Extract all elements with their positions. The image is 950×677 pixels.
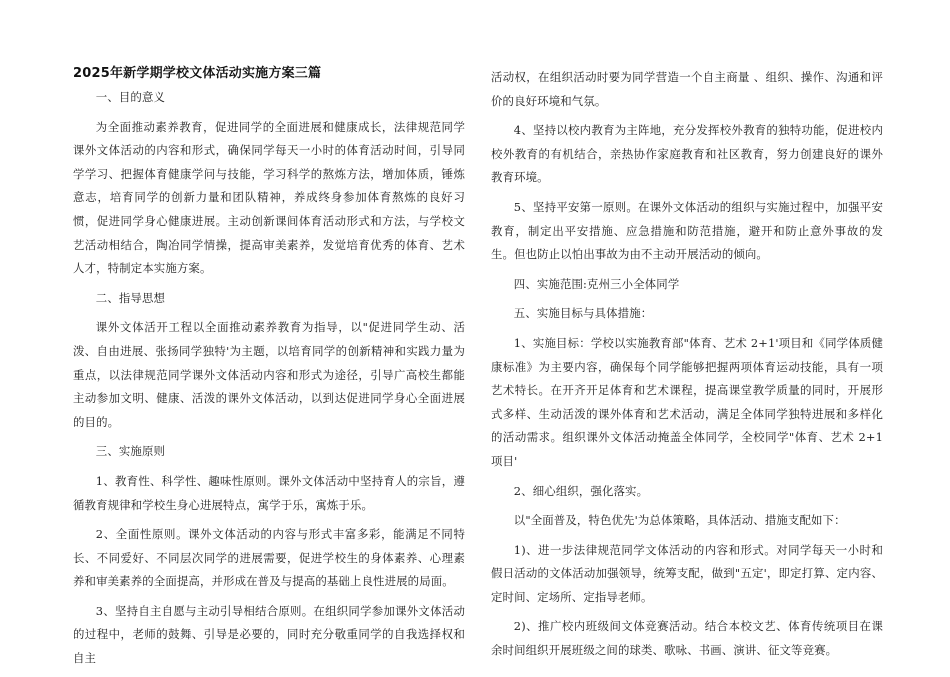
paragraph-measure-1: 1)、进一步法律规范同学文体活动的内容和形式。对同学每天一小时和假日活动的文体活动加强领导，统筹支配，做到"五定'，即定打算、定内容、定时间、定场所、定指导老师。 — [491, 542, 883, 604]
paragraph-strategy: 以"全面普及，特色优先'为总体策略，具体活动、措施支配如下： — [513, 513, 846, 528]
paragraph-purpose: 为全面推动素养教育，促进同学的全面进展和健康成长，法律规范同学课外文体活动的内容和形式，确保同学每天一小时的体育活动时间，引导同学学习、把握体育健康学问与技能，学习科学的熬炼方法，增加体质，锤炼意志，培育同学的创新力量和团队精神，养成终身参加体育熬炼的良好习惯，促进同学身心健康进展。主动创新课间体育活动形式和方法，与学校文艺活动相结合，陶冶同学情操，提高审美素养，发觉培育优秀的体育、艺术人才，特制定本实施方案。 — [73, 119, 465, 276]
paragraph-principle-5: 5、坚持平安第一原则。在课外文体活动的组织与实施过程中，加强平安教育，制定出平安措施、应急措施和防范措施，避开和防止意外事故的发生。但也防止以怕出事故为由不主动开展活动的倾向。 — [491, 199, 883, 262]
right-column — [491, 66, 883, 669]
section-heading-purpose: 一、目的意义 — [95, 90, 166, 104]
left-column — [73, 64, 465, 677]
paragraph-principle-4: 4、坚持以校内教育为主阵地，充分发挥校外教育的独特功能，促进校内校外教育的有机结合，亲热协作家庭教育和社区教育，努力创建良好的课外教育环境。 — [491, 123, 883, 185]
paragraph-goal-2: 2、细心组织，强化落实。 — [513, 483, 649, 498]
section-heading-goals-measures: 五、实施目标与具体措施： — [513, 306, 653, 321]
paragraph-principle-2: 2、全面性原则。课外文体活动的内容与形式丰富多彩，能满足不同特长、不同爱好、不同层次同学的进展需要，促进学校生的身体素养、心理素养和审美素养的全面提高，并形成在普及与提高的基础上良性进展的局面。 — [73, 527, 465, 589]
paragraph-goal-1: 1、实施目标：学校以实施教育部"体育、艺术 2+1'项目和《同学体质健康标准》为主要内容，确保每个同学能够把握两项体育运动技能，具有一项艺术特长。在开齐开足体育和艺术课程，提高课堂教学质量的同时，开展形式多样、生动活泼的课外体育和艺术活动，满足全体同学独特进展和多样化的活动需求。组织课外文体活动掩盖全体同学，全校同学"体育、艺术 2+1 项目' — [491, 335, 883, 468]
paragraph-principle-3: 3、坚持自主自愿与主动引导相结合原则。在组织同学参加课外文体活动的过程中，老师的鼓舞、引导是必要的，同时充分敬重同学的自我选择权和自主 — [73, 603, 465, 666]
paragraph-principle-1: 1、教育性、科学性、趣味性原则。课外文体活动中坚持育人的宗旨，遵循教育规律和学校生身心进展特点，寓学于乐，寓炼于乐。 — [73, 473, 465, 512]
section-heading-guiding-ideology: 二、指导思想 — [95, 290, 166, 305]
paragraph-guiding-ideology: 课外文体活开工程以全面推动素养教育为指导，以"促进同学生动、活泼、自由进展、张扬同学独特'为主题，以培育同学的创新精神和实践力量为重点，以法律规范同学课外文体活动内容和形式为途径，引导广高校生都能主动参加文明、健康、活泼的课外文体活动，以到达促进同学身心全面进展的目的。 — [73, 320, 465, 429]
section-heading-principles: 三、实施原则 — [95, 444, 166, 459]
document-title: 2025年新学期学校文体活动实施方案三篇 — [73, 66, 322, 81]
section-heading-scope: 四、实施范围:克州三小全体同学 — [513, 276, 680, 291]
paragraph-principle-3-continued: 活动权，在组织活动时要为同学营造一个自主商量 、组织、操作、沟通和评价的良好环境和气氛。 — [491, 70, 883, 108]
paragraph-measure-2: 2)、推广校内班级间文体竞赛活动。结合本校文艺、体育传统项目在课余时间组织开展班级之间的球类、歌咏、书画、演讲、征文等竞赛。 — [491, 619, 883, 658]
